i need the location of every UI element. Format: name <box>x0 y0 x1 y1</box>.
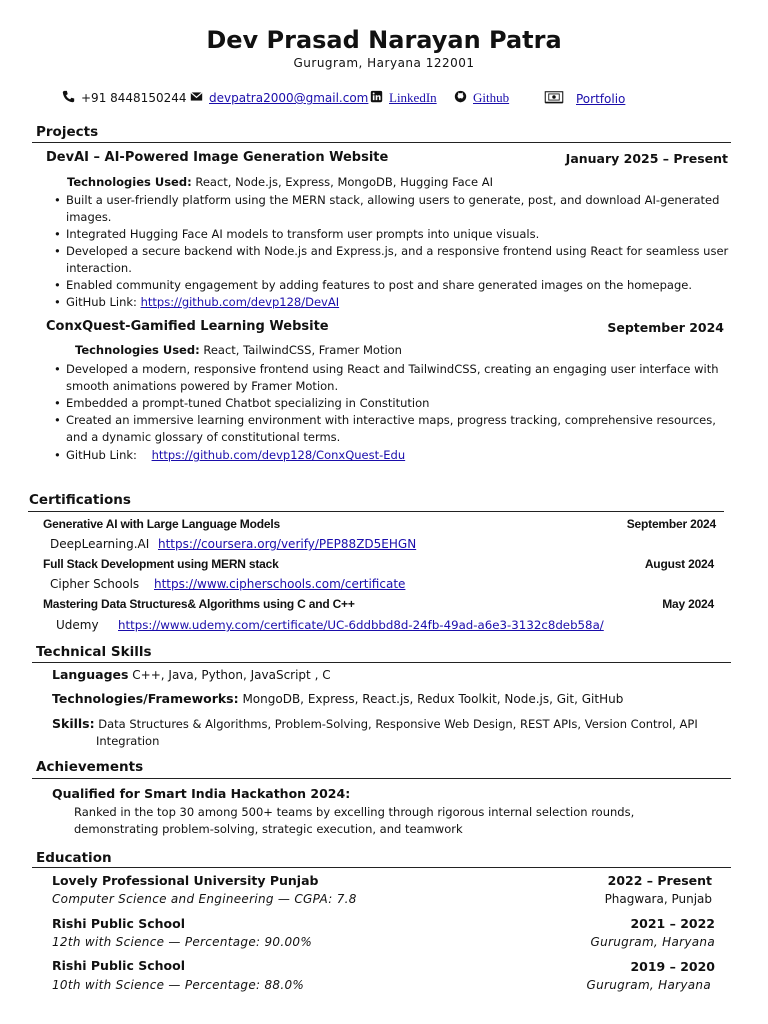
achievement-description: Ranked in the top 30 among 500+ teams by excelling through rigorous internal selection rounds, <box>74 805 635 819</box>
project-title: DevAI – AI-Powered Image Generation Website <box>46 150 389 165</box>
section-divider <box>28 511 724 512</box>
achievement-title: Qualified for Smart India Hackathon 2024: <box>52 786 351 801</box>
project-github-link[interactable]: https://github.com/devp128/DevAI <box>140 295 340 309</box>
list-item: • Embedded a prompt-tuned Chatbot specializing in Constitution <box>54 396 430 410</box>
section-heading-achievements: Achievements <box>36 759 144 775</box>
github-contact[interactable] <box>454 90 509 106</box>
education-location: Gurugram, Haryana <box>590 935 715 949</box>
cert-link[interactable]: https://coursera.org/verify/PEP88ZD5EHGN <box>158 537 417 551</box>
phone-icon <box>62 90 75 106</box>
skills-languages: Languages C++, Java, Python, JavaScript , C <box>52 667 331 682</box>
education-date: 2021 – 2022 <box>630 916 715 931</box>
github-icon <box>454 90 467 106</box>
cert-link[interactable]: https://www.udemy.com/certificate/UC-6ddbbd8d-24fb-49ad-a6e3-3132c8deb58a/ <box>118 618 604 632</box>
list-item: • Integrated Hugging Face AI models to transform user prompts into unique visuals. <box>54 227 540 241</box>
email-link[interactable]: devpatra2000@gmail.com <box>209 91 369 105</box>
achievement-description: demonstrating problem-solving, strategic execution, and teamwork <box>74 822 463 836</box>
school-name: Lovely Professional University Punjab <box>52 873 319 888</box>
cert-title: Full Stack Development using MERN stack <box>43 557 279 571</box>
linkedin-icon <box>370 90 383 106</box>
portfolio-link[interactable]: Portfolio <box>576 91 626 106</box>
section-heading-projects: Projects <box>36 124 99 140</box>
section-divider <box>32 778 731 779</box>
cert-date: August 2024 <box>644 557 714 571</box>
cert-issuer: Udemy <box>56 618 99 632</box>
resume-name: Dev Prasad Narayan Patra <box>206 26 562 54</box>
cert-link[interactable]: https://www.cipherschools.com/certificate <box>154 577 406 591</box>
cert-title: Mastering Data Structures& Algorithms using C and C++ <box>43 597 355 611</box>
project-date: January 2025 – Present <box>565 151 728 166</box>
education-date: 2022 – Present <box>607 873 712 888</box>
cert-issuer: DeepLearning.AI <box>50 537 150 551</box>
skills-frameworks: Technologies/Frameworks: MongoDB, Express, React.js, Redux Toolkit, Node.js, Git, GitHub <box>52 691 624 706</box>
project-tech: Technologies Used: React, Node.js, Express, MongoDB, Hugging Face AI <box>67 175 493 189</box>
school-name: Rishi Public School <box>52 958 185 973</box>
list-item: • GitHub Link: https://github.com/devp128/ConxQuest-Edu <box>54 448 406 462</box>
list-item: • GitHub Link: https://github.com/devp128/DevAI <box>54 295 340 309</box>
skills-list: Skills: Data Structures & Algorithms, Problem-Solving, Responsive Web Design, REST APIs, Version Control, API <box>52 716 698 731</box>
linkedin-link[interactable]: LinkedIn <box>389 90 437 105</box>
education-location: Phagwara, Punjab <box>604 892 712 906</box>
cert-issuer: Cipher Schools <box>50 577 140 591</box>
degree: Computer Science and Engineering — CGPA: 7.8 <box>52 892 357 906</box>
cert-title: Generative AI with Large Language Models <box>43 517 280 531</box>
email-contact[interactable] <box>190 90 368 106</box>
education-date: 2019 – 2020 <box>630 959 715 974</box>
project-github-link[interactable]: https://github.com/devp128/ConxQuest-Edu <box>151 448 406 462</box>
address: Gurugram, Haryana 122001 <box>293 56 475 70</box>
project-title: ConxQuest-Gamified Learning Website <box>46 319 329 334</box>
github-link[interactable]: Github <box>473 90 510 105</box>
section-heading-education: Education <box>36 850 112 866</box>
list-item: • Created an immersive learning environment with interactive maps, progress tracking, comprehensive resources, and a dynamic glossary of constitutional terms. <box>54 413 716 444</box>
education-location: Gurugram, Haryana <box>586 978 711 992</box>
portfolio-icon <box>544 90 564 107</box>
project-date: September 2024 <box>607 320 724 335</box>
list-item: • Enabled community engagement by adding features to post and share generated images on the homepage. <box>54 278 692 292</box>
section-heading-certifications: Certifications <box>29 492 131 508</box>
phone-contact <box>62 90 187 106</box>
list-item: • Developed a modern, responsive frontend using React and TailwindCSS, creating an engaging user interface with smooth animations powered by Framer Motion. <box>54 362 719 393</box>
section-heading-technical-skills: Technical Skills <box>36 644 152 660</box>
skills-list-continued: Integration <box>96 734 160 748</box>
degree: 10th with Science — Percentage: 88.0% <box>52 978 305 992</box>
project-tech: Technologies Used: React, TailwindCSS, Framer Motion <box>75 343 402 357</box>
section-divider <box>32 142 731 143</box>
list-item: • Developed a secure backend with Node.js and Express.js, and a responsive frontend using React for seamless user interaction. <box>54 244 729 275</box>
envelope-icon <box>190 90 203 106</box>
phone-number: +91 8448150244 <box>81 91 187 105</box>
linkedin-contact[interactable] <box>370 90 437 106</box>
degree: 12th with Science — Percentage: 90.00% <box>52 935 313 949</box>
section-divider <box>32 867 731 868</box>
list-item: • Built a user-friendly platform using the MERN stack, allowing users to generate, post, and download AI-generated images. <box>54 193 720 224</box>
portfolio-contact[interactable] <box>544 90 625 107</box>
cert-date: September 2024 <box>626 517 716 531</box>
cert-date: May 2024 <box>662 597 714 611</box>
school-name: Rishi Public School <box>52 916 185 931</box>
section-divider <box>32 662 731 663</box>
